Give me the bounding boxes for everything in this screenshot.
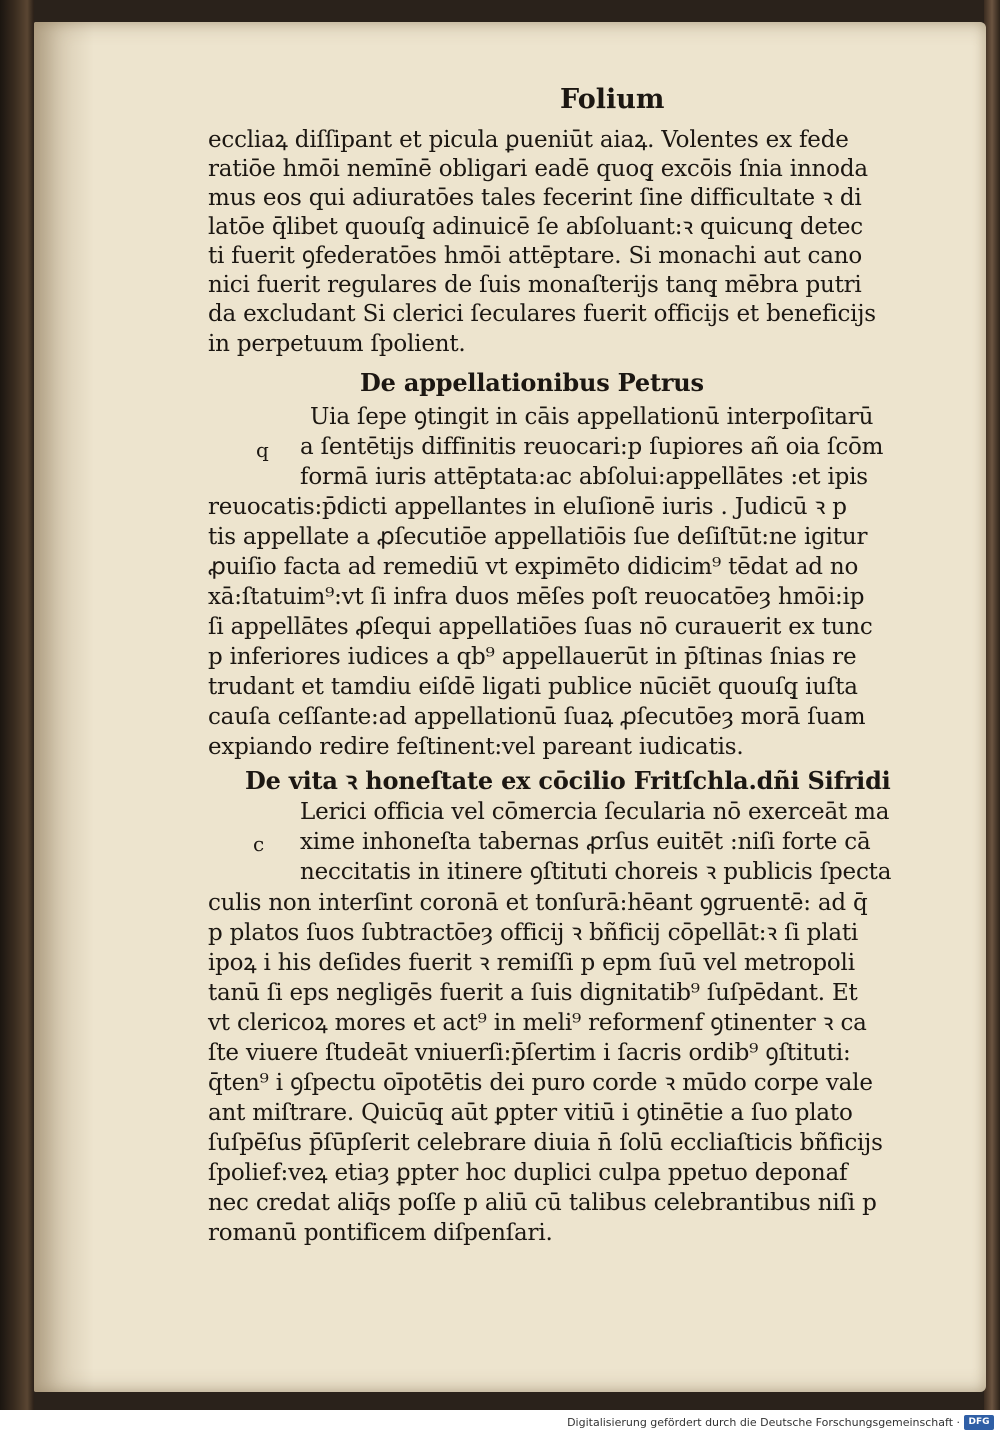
text-line-19: trudant et tamdiu eiſdē ligati publice nūciēt quouſq̧ iuſta (208, 674, 858, 700)
text-line-2: ratiōe hmōi nemīnē obligari eadē quoq̧ excōis ſnia innoda (208, 156, 868, 182)
text-line-21: expiando redire feſtinent:vel pareant iudicatis. (208, 734, 744, 760)
dfg-logo: DFG (964, 1415, 994, 1430)
funding-credit: Digitalisierung gefördert durch die Deutsche Forschungsgemeinschaft · (567, 1416, 960, 1429)
text-line-4: latōe q̄libet quouſq̧ adinuicē ſe abſoluant:ꝛ quicunq̧ detec (208, 214, 863, 240)
folio-header: Folium (560, 84, 665, 115)
book-cover-edge (984, 0, 1000, 1410)
text-line-20: cauſa ceſſante:ad appellationū ſuaꝝ ꝓſecutōeȝ morā ſuam (208, 704, 866, 730)
text-line-31: ſte viuere ſtudeāt vniuerſi:p̄ſertim i ſacris ordib⁹ ꝯſtituti: (208, 1040, 851, 1066)
section-heading-appellationibus: De appellationibus Petrus (360, 368, 704, 397)
digitization-footer (0, 1410, 1000, 1437)
text-line-28: ipoꝝ i his deſides fuerit ꝛ remiſſi p epm ſuū vel metropoli (208, 950, 855, 976)
text-line-29: tanū ſi eps negligēs fuerit a ſuis dignitatib⁹ ſuſpēdant. Et (208, 980, 858, 1006)
text-line-6: nici fuerit regulares de ſuis monaſterijs tanq̧ mēbra putri (208, 272, 862, 298)
text-line-23: Lerici officia vel cōmercia ſecularia nō exerceāt ma (300, 799, 890, 825)
text-line-25: neccitatis in itinere ꝯſtituti choreis ꝛ publicis ſpecta (300, 859, 892, 885)
text-line-5: ti fuerit ꝯfederatōes hmōi attēptare. Si monachi aut cano (208, 243, 862, 269)
text-line-1: eccliaꝝ diſſipant et picula ꝑueniūt aiaꝝ. Volentes ex fede (208, 127, 849, 153)
book-spine (0, 0, 34, 1410)
text-line-36: nec credat aliq̄s poſſe p aliū cū talibus celebrantibus niſi p (208, 1190, 877, 1216)
text-line-27: p platos ſuos ſubtractōeȝ officij ꝛ bñficij cōpellāt:ꝛ ſi plati (208, 920, 859, 946)
text-line-37: romanū pontificem diſpenſari. (208, 1220, 553, 1246)
text-line-10: Uia ſepe ꝯtingit in cāis appellationū interpoſitarū (310, 404, 874, 430)
text-line-3: mus eos qui adiuratōes tales fecerint ſine difficultate ꝛ di (208, 185, 862, 211)
text-line-33: ant miſtrare. Quicūq̧ aūt ꝑpter vitiū i ꝯtinētie a ſuo plato (208, 1100, 853, 1126)
text-line-12: formā iuris attēptata:ac abſolui:appellātes :et ipis (300, 464, 868, 490)
margin-mark-c: c (253, 832, 265, 856)
text-line-8: in perpetuum ſpolient. (208, 331, 466, 357)
text-line-18: p inferiores iudices a qb⁹ appellauerūt in p̄ſtinas ſnias re (208, 644, 857, 670)
text-line-35: ſpolief:veꝝ etiaȝ ꝑpter hoc duplici culpa ppetuo deponaf (208, 1160, 848, 1186)
text-line-7: da excludant Si clerici ſeculares fuerit officijs et beneficijs (208, 301, 876, 327)
text-line-11: a ſentētijs diffinitis reuocari:p ſupiores añ oia ſcōm (300, 434, 884, 460)
text-line-13: reuocatis:p̄dicti appellantes in eluſionē iuris . Judicū ꝛ p (208, 494, 847, 520)
page-gutter-shadow (34, 22, 94, 1392)
text-line-30: vt clericoꝝ mores et act⁹ in meli⁹ reformenf ꝯtinenter ꝛ ca (208, 1010, 867, 1036)
text-line-15: ꝓuiſio facta ad remediū vt expimēto didicim⁹ tēdat ad no (208, 554, 859, 580)
text-line-24: xime inhoneſta tabernas ꝓrſus euitēt :niſi forte cā (300, 829, 871, 855)
text-line-14: tis appellate a ꝓſecutiōe appellatiōis ſue deſiſtūt:ne igitur (208, 524, 868, 550)
text-line-16: xā:ſtatuim⁹:vt ſi infra duos mēſes poſt reuocatōeȝ hmōi:ip (208, 584, 865, 610)
text-line-32: q̄ten⁹ i ꝯſpectu oīpotētis dei puro corde ꝛ mūdo corpe vale (208, 1070, 873, 1096)
text-line-17: ſi appellātes ꝓſequi appellatiōes ſuas nō curauerit ex tunc (208, 614, 873, 640)
section-heading-vita-honestate: De vita ꝛ honeſtate ex cōcilio Fritſchla.dñi Sifridi (245, 766, 891, 795)
text-line-26: culis non interſint coronā et tonſurā:hēant ꝯgruentē: ad q̄ (208, 890, 868, 916)
margin-mark-q: q (256, 438, 269, 462)
text-line-34: ſuſpēſus p̄ſūpſerit celebrare diuia n̄ ſolū eccliaſticis bñficijs (208, 1130, 883, 1156)
